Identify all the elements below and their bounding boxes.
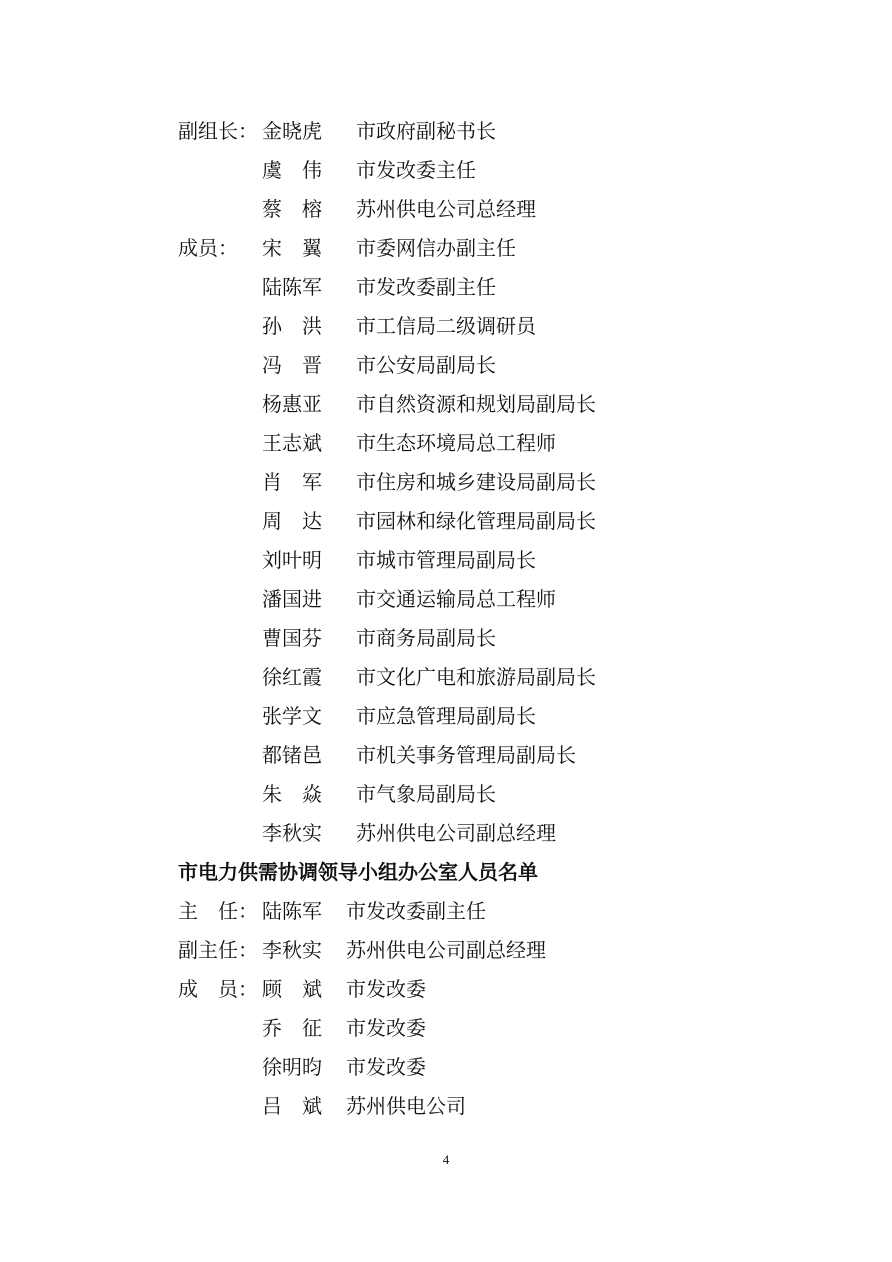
member-name: 顾 斌 bbox=[262, 977, 322, 1001]
member-post: 市生态环境局总工程师 bbox=[356, 431, 556, 455]
member-name: 李秋实 bbox=[262, 821, 322, 845]
member-post: 市机关事务管理局副局长 bbox=[356, 743, 576, 767]
member-post: 市文化广电和旅游局副局长 bbox=[356, 665, 596, 689]
member-role: 成员： bbox=[178, 236, 238, 260]
member-post: 市发改委主任 bbox=[356, 158, 476, 182]
member-name: 张学文 bbox=[262, 704, 322, 728]
member-post: 市政府副秘书长 bbox=[356, 119, 496, 143]
member-name: 王志斌 bbox=[262, 431, 322, 455]
member-name: 潘国进 bbox=[262, 587, 322, 611]
director-role: 主 任： bbox=[178, 899, 258, 923]
member-name: 陆陈军 bbox=[262, 275, 322, 299]
member-post: 市气象局副局长 bbox=[356, 782, 496, 806]
member-post: 市交通运输局总工程师 bbox=[356, 587, 556, 611]
member-name: 曹国芬 bbox=[262, 626, 322, 650]
member-post: 市自然资源和规划局副局长 bbox=[356, 392, 596, 416]
member-post: 市发改委 bbox=[346, 1055, 426, 1079]
member-post: 苏州供电公司 bbox=[346, 1094, 466, 1118]
member-name: 宋 翼 bbox=[262, 236, 322, 260]
member-name: 李秋实 bbox=[262, 938, 322, 962]
member-name: 虞 伟 bbox=[262, 158, 322, 182]
member-name: 杨惠亚 bbox=[262, 392, 322, 416]
member-name: 冯 晋 bbox=[262, 353, 322, 377]
member-name: 都锗邑 bbox=[262, 743, 322, 767]
member-name: 金晓虎 bbox=[262, 119, 322, 143]
member-post: 市公安局副局长 bbox=[356, 353, 496, 377]
office-list-title: 市电力供需协调领导小组办公室人员名单 bbox=[178, 860, 538, 884]
member-post: 市发改委 bbox=[346, 977, 426, 1001]
member-post: 市城市管理局副局长 bbox=[356, 548, 536, 572]
office-member-role: 成 员： bbox=[178, 977, 258, 1001]
member-name: 吕 斌 bbox=[262, 1094, 322, 1118]
member-post: 市应急管理局副局长 bbox=[356, 704, 536, 728]
member-post: 市园林和绿化管理局副局长 bbox=[356, 509, 596, 533]
member-post: 苏州供电公司副总经理 bbox=[356, 821, 556, 845]
member-name: 孙 洪 bbox=[262, 314, 322, 338]
member-post: 市发改委副主任 bbox=[356, 275, 496, 299]
member-post: 市委网信办副主任 bbox=[356, 236, 516, 260]
member-name: 陆陈军 bbox=[262, 899, 322, 923]
page-number: 4 bbox=[442, 1152, 450, 1167]
member-post: 苏州供电公司总经理 bbox=[356, 197, 536, 221]
deputy-leader-role: 副组长： bbox=[178, 119, 258, 143]
deputy-director-role: 副主任： bbox=[178, 938, 258, 962]
member-name: 徐红霞 bbox=[262, 665, 322, 689]
member-post: 市商务局副局长 bbox=[356, 626, 496, 650]
member-name: 朱 焱 bbox=[262, 782, 322, 806]
member-post: 市发改委 bbox=[346, 1016, 426, 1040]
member-post: 市工信局二级调研员 bbox=[356, 314, 536, 338]
member-post: 苏州供电公司副总经理 bbox=[346, 938, 546, 962]
member-name: 周 达 bbox=[262, 509, 322, 533]
member-post: 市住房和城乡建设局副局长 bbox=[356, 470, 596, 494]
member-name: 刘叶明 bbox=[262, 548, 322, 572]
member-name: 肖 军 bbox=[262, 470, 322, 494]
member-name: 蔡 榕 bbox=[262, 197, 322, 221]
member-name: 乔 征 bbox=[262, 1016, 322, 1040]
member-name: 徐明昀 bbox=[262, 1055, 322, 1079]
member-post: 市发改委副主任 bbox=[346, 899, 486, 923]
